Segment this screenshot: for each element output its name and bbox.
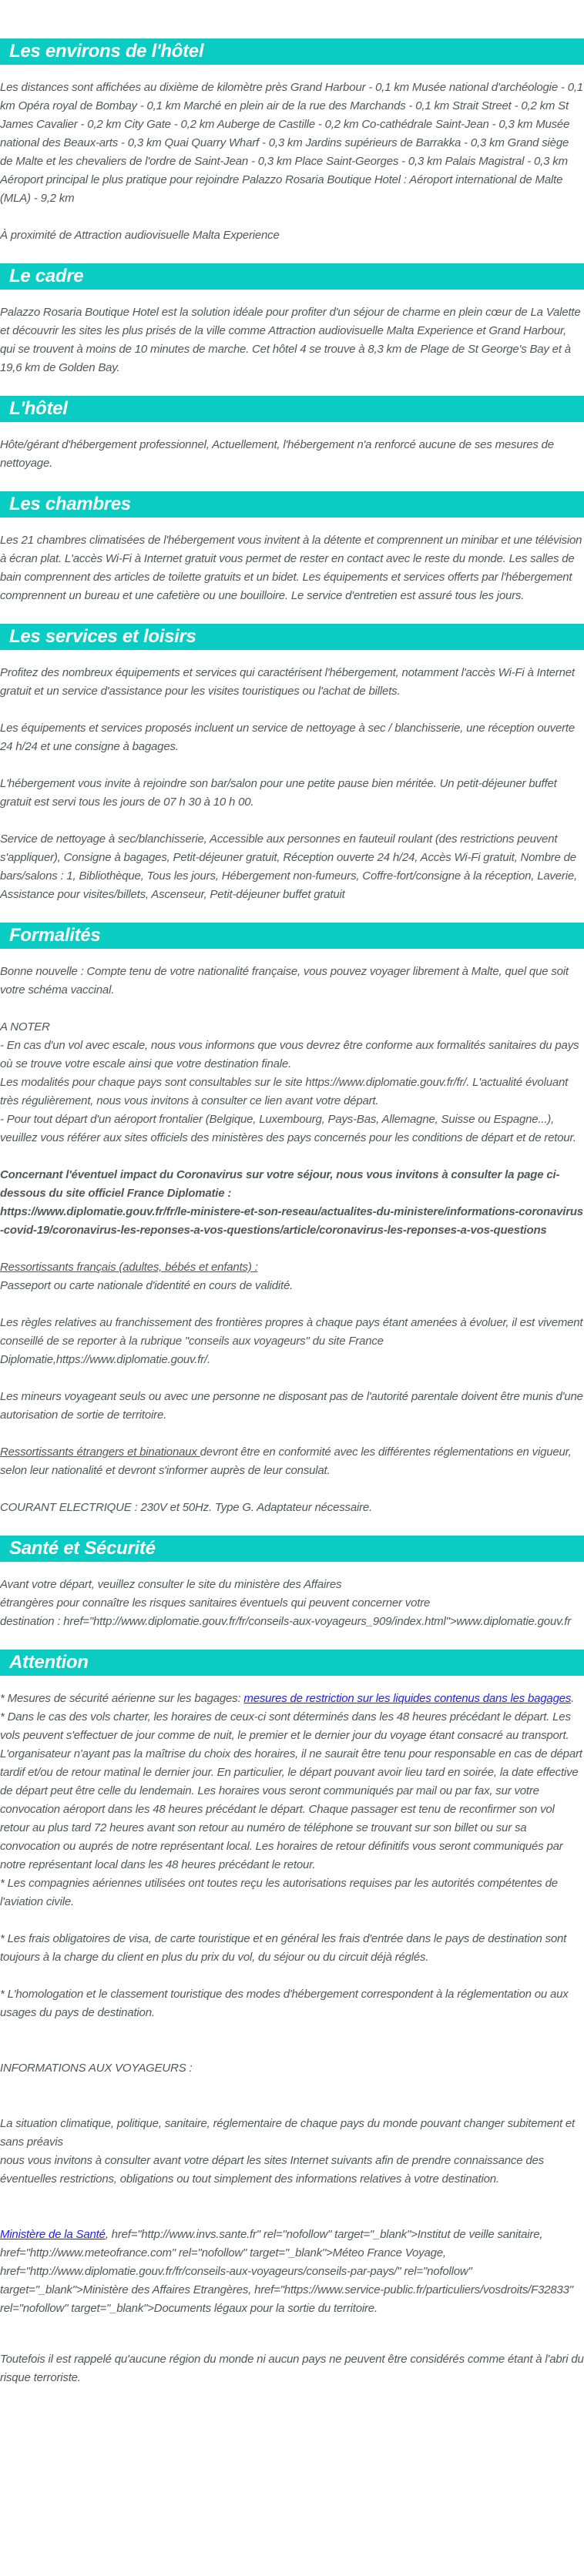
section-body-services-loisirs <box>0 664 584 904</box>
paragraph <box>0 2226 584 2318</box>
paragraph <box>0 963 584 1000</box>
text-run: À proximité de Attraction audiovisuelle Malta Experience <box>0 229 280 242</box>
section-body-chambres <box>0 531 584 605</box>
text-run: Les règles relatives au franchissement des frontières propres à chaque pays étant amenées à évoluer, il est vivement conseillé de se reporter à la rubrique "conseils aux voyageurs" du site France Diplomatie,https://www.diplomatie.gouv.fr/. <box>0 1316 583 1366</box>
section-body-cadre <box>0 303 584 377</box>
section-cadre <box>0 263 584 377</box>
section-body-sante-securite <box>0 1576 584 1631</box>
text-run: Hôte/gérant d'hébergement professionnel, Actuellement, l'hébergement n'a renforcé aucune de ses mesures de nettoyage. <box>0 438 554 470</box>
text-run: COURANT ELECTRIQUE : 230V et 50Hz. Type G. Adaptateur nécessaire. <box>0 1501 373 1514</box>
section-chambres <box>0 491 584 605</box>
text-run: Profitez des nombreux équipements et services qui caractérisent l'hébergement, notamment l'accès Wi-Fi à Internet gratuit et un service d'assistance pour les visites touristiques ou l'achat de billets. <box>0 666 575 698</box>
text-run: https://www.diplomatie.gouv.fr/fr/le-ministere-et-son-reseau/actualites-du-ministere/informations-coronavirus-covid-19/coronavirus-les-reponses-a-vos-questions/article/coronavirus-les-reponses-a-vos-questions <box>0 1205 583 1237</box>
section-sante-securite <box>0 1536 584 1631</box>
paragraph <box>0 79 584 208</box>
paragraph <box>0 1576 584 1631</box>
section-environs <box>0 39 584 245</box>
text-run: étrangères pour connaître les risques sanitaires éventuels qui peuvent concerner votre <box>0 1596 431 1610</box>
text-run: Les équipements et services proposés incluent un service de nettoyage à sec / blanchisserie, une réception ouverte 24 h/24 et une consigne à bagages. <box>0 722 575 753</box>
text-run: * L'homologation et le classement touristique des modes d'hébergement correspondent à la réglementation ou aux usages du pays de destination. <box>0 1988 569 2019</box>
section-header-services-loisirs: Les services et loisirs <box>0 624 584 650</box>
text-run: * Les compagnies aériennes utilisées ont toutes reçu les autorisations requises par les autorités compétentes de l'aviation civile. <box>0 1877 558 1908</box>
section-body-hotel <box>0 436 584 473</box>
section-header-cadre: Le cadre <box>0 263 584 290</box>
section-body-environs <box>0 79 584 245</box>
text-run: - En cas d'un vol avec escale, nous vous informons que vous devrez être conforme aux formalités sanitaires du pays où se trouve votre escale ainsi que votre destination finale. <box>0 1039 579 1070</box>
ministere-sante-link[interactable]: Ministère de la Santé <box>0 2228 106 2241</box>
paragraph <box>0 1388 584 1425</box>
text-run: La situation climatique, politique, sanitaire, réglementaire de chaque pays du monde pouvant changer subitement et sans préavis <box>0 2117 576 2149</box>
text-run: Toutefois il est rappelé qu'aucune région du monde ni aucun pays ne peuvent être considérés comme étant à l'abri du risque terroriste. <box>0 2353 584 2384</box>
paragraph <box>0 2350 584 2387</box>
text-run: Les mineurs voyageant seuls ou avec une personne ne disposant pas de l'autorité parentale doivent être munis d'une autorisation de sortie de territoire. <box>0 1390 583 1422</box>
paragraph <box>0 1443 584 1480</box>
text-run: Bonne nouvelle : Compte tenu de votre nationalité française, vous pouvez voyager librement à Malte, quel que soit votre schéma vaccinal. <box>0 965 569 997</box>
section-attention <box>0 1650 584 2387</box>
paragraph <box>0 1166 584 1240</box>
text-run: , href="http://www.invs.sante.fr" rel="nofollow" target="_blank">Institut de veille sanitaire, href="http://www.meteofrance.com" rel="nofollow" target="_blank">Méteo France Voyage, href="http://www.diplomatie.gouv.fr/fr/conseils-aux-voyageurs/conseils-par-pays/" rel="nofollow" target="_blank">Ministère des Affaires Etrangères, href="https://www.service-public.fr/particuliers/vosdroits/F32833" rel="nofollow" target="_blank">Documents légaux pour la sortie du territoire. <box>0 2228 573 2315</box>
text-run: Passeport ou carte nationale d'identité en cours de validité. <box>0 1279 294 1292</box>
paragraph <box>0 1258 584 1295</box>
text-run: Avant votre départ, veuillez consulter le site du ministère des Affaires <box>0 1578 342 1591</box>
paragraph <box>0 664 584 701</box>
paragraph <box>0 775 584 812</box>
text-run: Ressortissants français (adultes, bébés et enfants) : <box>0 1261 258 1274</box>
section-header-sante-securite: Santé et Sécurité <box>0 1536 584 1562</box>
paragraph <box>0 1499 584 1517</box>
section-header-hotel: L'hôtel <box>0 396 584 422</box>
paragraph <box>0 1314 584 1369</box>
paragraph <box>0 830 584 904</box>
paragraph <box>0 303 584 377</box>
text-run: * Mesures de sécurité aérienne sur les bagages: <box>0 1692 244 1705</box>
paragraph <box>0 1690 584 1911</box>
section-header-formalites: Formalités <box>0 923 584 949</box>
text-run: Palazzo Rosaria Boutique Hotel est la solution idéale pour profiter d'un séjour de charme en plein cœur de La Valette et découvrir les sites les plus prisés de la ville comme Attraction audiovisuelle Malta Experience et Grand Harbour, qui se trouvent à moins de 10 minutes de marche. Cet hôtel 4 se trouve à 8,3 km de Plage de St George's Bay et à 19,6 km de Golden Bay. <box>0 306 581 374</box>
section-header-attention: Attention <box>0 1650 584 1676</box>
paragraph <box>0 436 584 473</box>
text-run: L'hébergement vous invite à rejoindre son bar/salon pour une petite pause bien méritée. Un petit-déjeuner buffet gratuit est servi tous les jours de 07 h 30 à 10 h 00. <box>0 777 557 809</box>
paragraph <box>0 2115 584 2189</box>
text-run: nous vous invitons à consulter avant votre départ les sites Internet suivants afin de prendre connaissance des éventuelles restrictions, obligations ou tout simplement des informations relatives à votre destination. <box>0 2154 544 2186</box>
text-run: Service de nettoyage à sec/blanchisserie, Accessible aux personnes en fauteuil roulant (des restrictions peuvent s'appliquer), Consigne à bagages, Petit-déjeuner gratuit, Réception ouverte 24 h/24, Accès Wi-Fi gratuit, Nombre de bars/salons : 1, Bibliothèque, Tous les jours, Hébergement non-fumeurs, Coffre-fort/consigne à la réception, Laverie, Assistance pour visites/billets, Ascenseur, Petit-déjeuner buffet gratuit <box>0 832 577 901</box>
paragraph <box>0 531 584 605</box>
paragraph <box>0 1985 584 2022</box>
paragraph <box>0 719 584 756</box>
section-services-loisirs <box>0 624 584 904</box>
paragraph <box>0 1930 584 1967</box>
text-run: destination : href="http://www.diplomatie.gouv.fr/fr/conseils-aux-voyageurs_909/index.html">www.diplomatie.gouv.fr <box>0 1615 572 1628</box>
paragraph <box>0 2059 584 2078</box>
text-run: Concernant l'éventuel impact du Coronavirus sur votre séjour, nous vous invitons à consulter la page ci-dessous du site officiel France Diplomatie : <box>0 1168 560 1200</box>
section-body-attention <box>0 1690 584 2387</box>
text-run: Ressortissants étrangers et binationaux <box>0 1445 200 1459</box>
text-run: Les modalités pour chaque pays sont consultables sur le site https://www.diplomatie.gouv.fr/fr/. L'actualité évoluant très régulièrement, nous vous invitons à consulter ce lien avant votre départ. <box>0 1076 569 1107</box>
text-run: * Dans le cas des vols charter, les horaires de ceux-ci sont déterminés dans les 48 heures précédant le départ. Les vols peuvent s'effectuer de jour comme de nuit, le premier et le dernier jour du voyage étant consacré au transport. L'organisateur n'ayant pas la maîtrise du choix des horaires, il ne saurait être tenu pour responsable en cas de départ tardif et/ou de retour matinal le dernier jour. En particulier, le départ pouvant avoir lieu tard en soirée, la date effective de départ peut être celle du lendemain. Les horaires vous seront communiqués par mail ou par fax, sur votre convocation aéroport dans les 48 heures précédant le départ. Chaque passager est tenu de reconfirmer son vol retour au plus tard 72 heures avant son retour au numéro de téléphone se trouvant sur son billet ou sur sa convocation ou auprés de notre représentant local. Les horaires de retour définitifs vous seront communiqués par notre représentant local dans les 48 heures précédant le retour. <box>0 1710 582 1871</box>
section-body-formalites <box>0 963 584 1517</box>
text-run: * Les frais obligatoires de visa, de carte touristique et en général les frais d'entrée dans le pays de destination sont toujours à la charge du client en plus du prix du vol, du séjour ou du circuit déjà réglés. <box>0 1932 567 1964</box>
section-header-environs: Les environs de l'hôtel <box>0 39 584 65</box>
section-formalites <box>0 923 584 1517</box>
text-run: Les 21 chambres climatisées de l'hébergement vous invitent à la détente et comprennent un minibar et une télévision à écran plat. L'accès Wi-Fi à Internet gratuit vous permet de rester en contact avec le reste du monde. Les salles de bain comprennent des articles de toilette gratuits et un bidet. Les équipements et services offerts par l'hébergement comprennent un bureau et une cafetière ou une bouilloire. Le service d'entretien est assuré tous les jours. <box>0 534 582 602</box>
text-run: A NOTER <box>0 1020 50 1033</box>
text-run: Les distances sont affichées au dixième de kilomètre près Grand Harbour - 0,1 km Musée national d'archéologie - 0,1 km Opéra royal de Bombay - 0,1 km Marché en plein air de la rue des Marchands - 0,1 km Strait Street - 0,2 km St James Cavalier - 0,2 km City Gate - 0,2 km Auberge de Castille - 0,2 km Co-cathédrale Saint-Jean - 0,3 km Musée national des Beaux-arts - 0,3 km Quai Quarry Wharf - 0,3 km Jardins supérieurs de Barrakka - 0,3 km Grand siège de Malte et les chevaliers de l'ordre de Saint-Jean - 0,3 km Place Saint-Georges - 0,3 km Palais Magistral - 0,3 km Aéroport principal le plus pratique pour rejoindre Palazzo Rosaria Boutique Hotel : Aéroport international de Malte (MLA) - 9,2 km <box>0 81 583 205</box>
paragraph <box>0 226 584 245</box>
text-run: devront être en conformité avec les différentes réglementations en vigueur, selon leur nationalité et devront s'informer auprès de leur consulat. <box>0 1445 572 1477</box>
text-run: INFORMATIONS AUX VOYAGEURS : <box>0 2062 193 2075</box>
section-hotel <box>0 396 584 473</box>
section-header-chambres: Les chambres <box>0 491 584 518</box>
paragraph <box>0 1018 584 1147</box>
text-run: . <box>571 1692 575 1705</box>
text-run: - Pour tout départ d'un aéroport frontalier (Belgique, Luxembourg, Pays-Bas, Allemagne, Suisse ou Espagne...), veuillez vous référer aux sites officiels des ministères des pays concernés pour les conditions de départ et de retour. <box>0 1113 576 1144</box>
liquides-restriction-link[interactable]: mesures de restriction sur les liquides contenus dans les bagages <box>243 1692 572 1705</box>
